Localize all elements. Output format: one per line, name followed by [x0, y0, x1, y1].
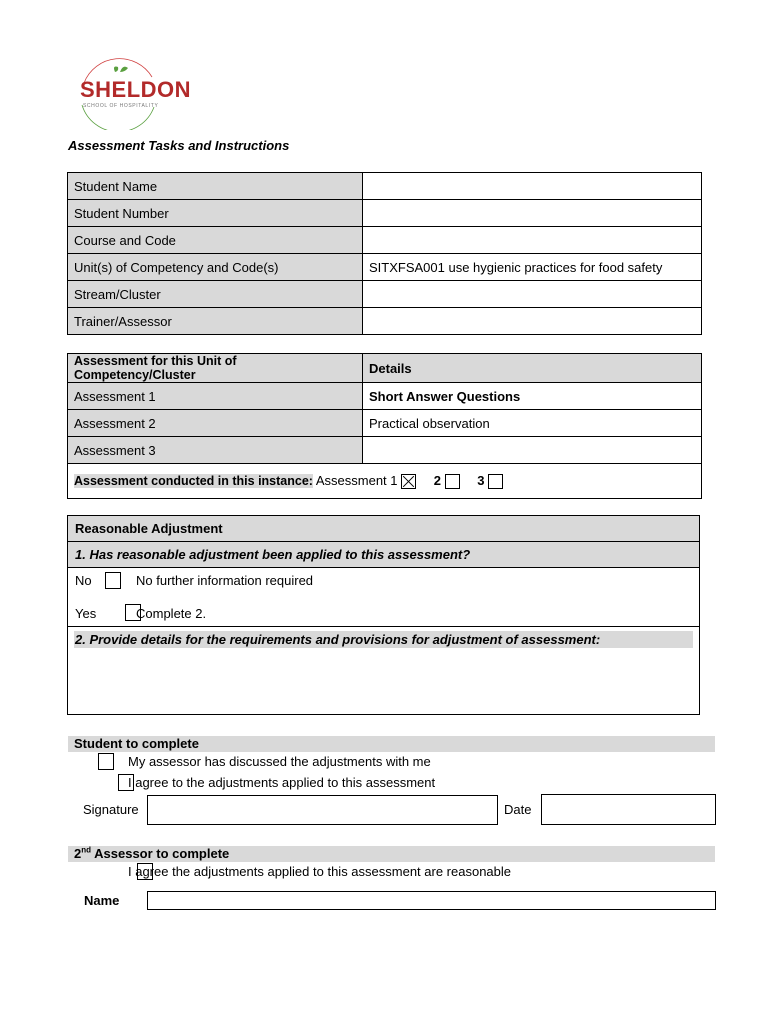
assessor-section-title — [68, 846, 715, 862]
row-label: Student Name — [68, 173, 363, 200]
unit-competency-field[interactable]: SITXFSA001 use hygienic practices for food safety — [363, 254, 702, 281]
student-details-table — [67, 172, 702, 335]
no-text: No further information required — [136, 573, 314, 588]
no-checkbox[interactable] — [105, 572, 121, 589]
course-code-field[interactable] — [363, 227, 702, 254]
yes-label: Yes — [75, 606, 97, 621]
row-label: Student Number — [68, 200, 363, 227]
row-label: Assessment 3 — [68, 437, 363, 464]
divider — [68, 626, 699, 627]
table-row — [68, 308, 702, 335]
row-label: Assessment 2 — [68, 410, 363, 437]
discussed-checkbox[interactable] — [98, 753, 114, 770]
table-row — [68, 173, 702, 200]
table-row — [68, 227, 702, 254]
adjustment-details-input[interactable] — [74, 652, 692, 710]
header-assessment: Assessment for this Unit of Competency/Cluster — [68, 354, 363, 383]
sheldon-logo — [72, 55, 192, 130]
conducted-a1-label: Assessment 1 — [315, 472, 398, 488]
logo-text: SHELDON — [80, 77, 192, 102]
table-row — [68, 281, 702, 308]
assessment-1-checkbox[interactable] — [401, 474, 416, 489]
student-number-field[interactable] — [363, 200, 702, 227]
assessment-3-details — [363, 437, 702, 464]
row-label: Stream/Cluster — [68, 281, 363, 308]
assessor-agree-text: I agree the adjustments applied to this assessment are reasonable — [128, 864, 512, 879]
row-label: Assessment 1 — [68, 383, 363, 410]
assessor-title-sup: nd — [81, 845, 92, 855]
ra-question-1: 1. Has reasonable adjustment been applied to this assessment? — [68, 542, 699, 568]
name-label: Name — [84, 893, 120, 908]
reasonable-adjustment-section — [67, 515, 700, 715]
table-row — [68, 200, 702, 227]
page-title: Assessment Tasks and Instructions — [68, 138, 290, 153]
conducted-row — [68, 464, 702, 499]
student-section-title: Student to complete — [68, 736, 715, 752]
conducted-cell — [68, 464, 702, 499]
ra-title: Reasonable Adjustment — [68, 516, 699, 542]
table-row — [68, 254, 702, 281]
logo-subtext: SCHOOL OF HOSPITALITY — [83, 103, 159, 109]
signature-label: Signature — [83, 802, 139, 817]
signature-field[interactable] — [147, 795, 498, 825]
conducted-a2-label: 2 — [433, 472, 441, 488]
row-label: Course and Code — [68, 227, 363, 254]
yes-text: Complete 2. — [136, 606, 207, 621]
assessor-title-rest: Assessor to complete — [91, 846, 230, 861]
row-label: Unit(s) of Competency and Code(s) — [68, 254, 363, 281]
conducted-a3-label: 3 — [477, 472, 485, 488]
table-header-row — [68, 354, 702, 383]
table-row — [68, 437, 702, 464]
table-row — [68, 410, 702, 437]
student-name-field[interactable] — [363, 173, 702, 200]
conducted-label: Assessment conducted in this instance: — [74, 473, 313, 488]
ra-question-2: 2. Provide details for the requirements and provisions for adjustment of assessment: — [74, 631, 693, 648]
no-label: No — [75, 573, 92, 588]
date-field[interactable] — [541, 794, 716, 825]
trainer-assessor-field[interactable] — [363, 308, 702, 335]
header-details: Details — [363, 354, 702, 383]
assessment-table — [67, 353, 702, 499]
assessment-2-checkbox[interactable] — [445, 474, 460, 489]
name-field[interactable] — [147, 891, 716, 910]
table-row — [68, 383, 702, 410]
discussed-text: My assessor has discussed the adjustments with me — [128, 754, 431, 769]
assessment-3-checkbox[interactable] — [488, 474, 503, 489]
row-label: Trainer/Assessor — [68, 308, 363, 335]
assessment-2-details: Practical observation — [363, 410, 702, 437]
agree-text: I agree to the adjustments applied to this assessment — [128, 775, 436, 790]
stream-cluster-field[interactable] — [363, 281, 702, 308]
assessor-title-prefix: 2 — [74, 846, 82, 861]
assessment-1-details: Short Answer Questions — [363, 383, 702, 410]
date-label: Date — [504, 802, 532, 817]
